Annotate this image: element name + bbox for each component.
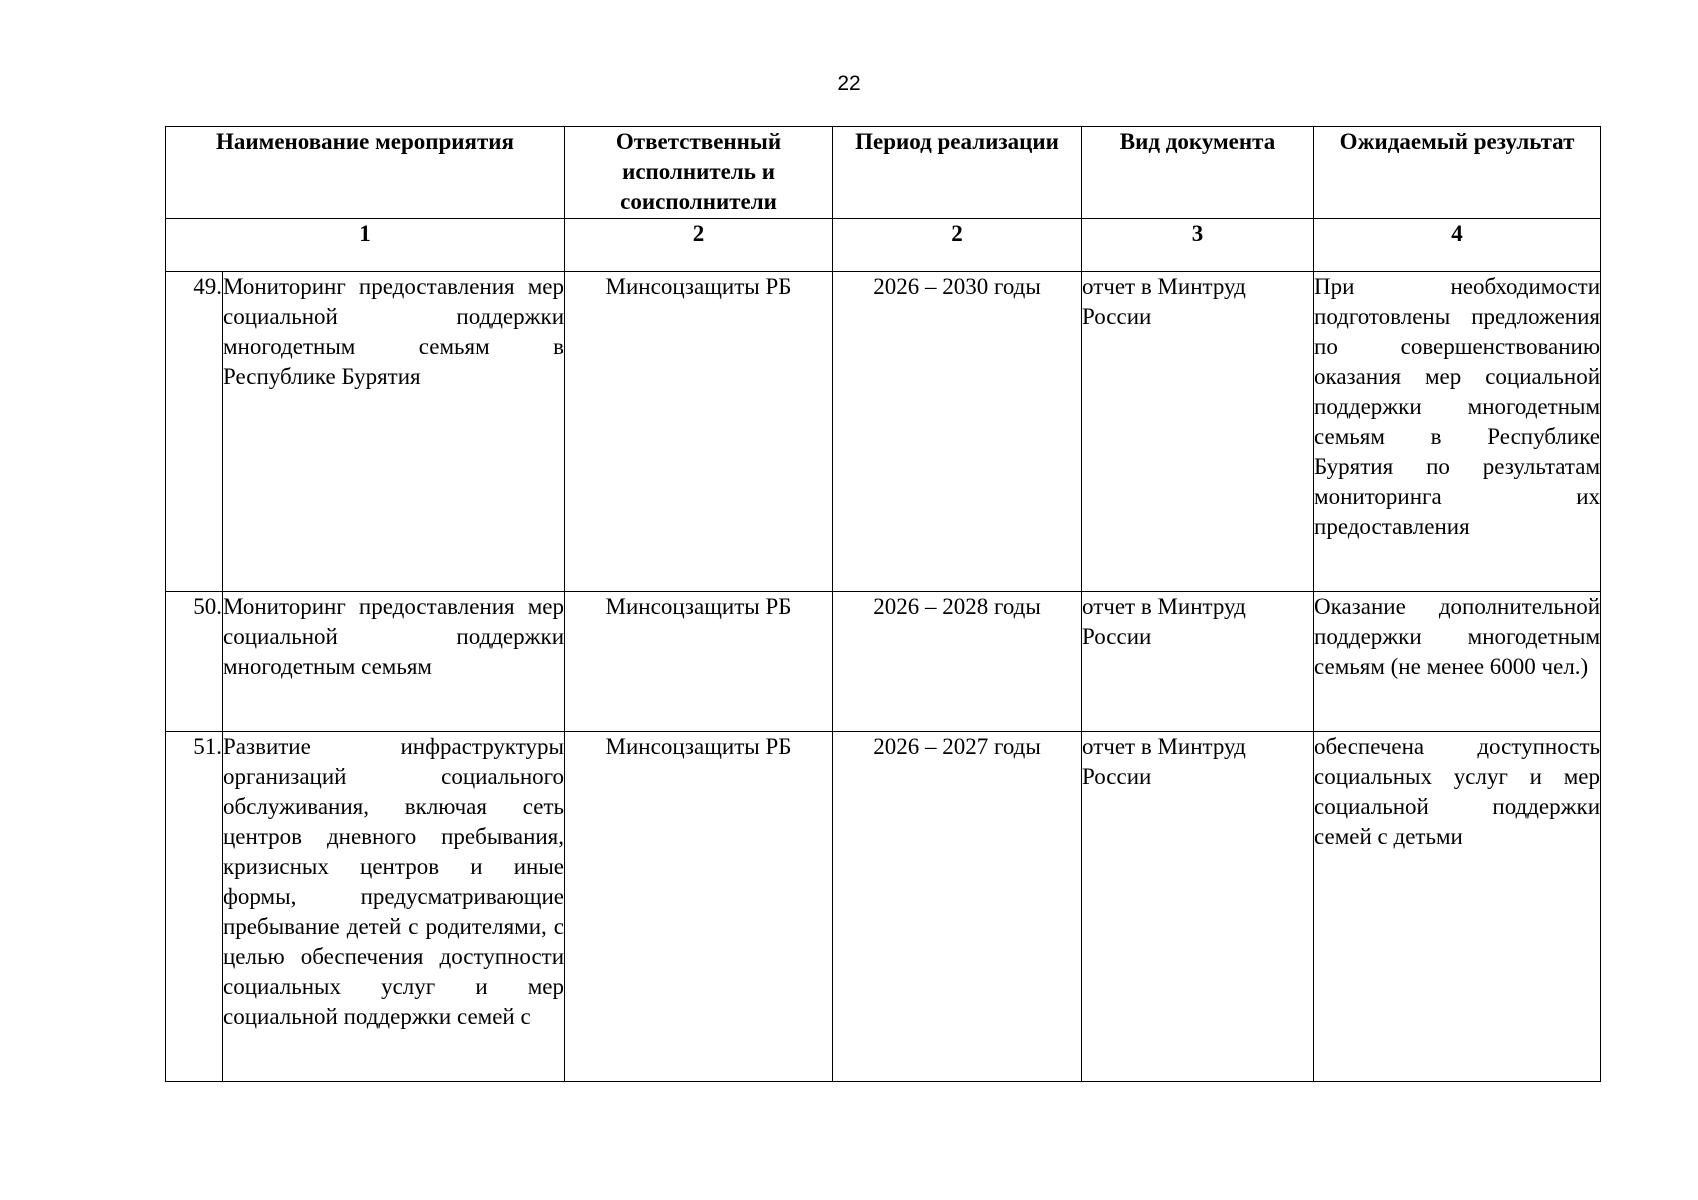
- document-type: отчет в Минтруд России: [1082, 272, 1314, 592]
- column-number: 1: [166, 219, 565, 272]
- measure-name: Мониторинг предоставления мер социальной поддержки многодетным семьям: [223, 592, 565, 732]
- header-result: Ожидаемый результат: [1314, 127, 1601, 219]
- expected-result: Оказание дополнительной поддержки многодетным семьям (не менее 6000 чел.): [1314, 592, 1601, 732]
- measure-name: Мониторинг предоставления мер социальной поддержки многодетным семьям в Республике Бурятия: [223, 272, 565, 592]
- header-executor: Ответственный исполнитель и соисполнители: [565, 127, 833, 219]
- header-doc-type: Вид документа: [1082, 127, 1314, 219]
- header-name: Наименование мероприятия: [166, 127, 565, 219]
- table-row: [166, 592, 1601, 732]
- header-row: [166, 127, 1601, 219]
- column-number: 2: [833, 219, 1082, 272]
- expected-result: При необходимости подготовлены предложения по совершенствованию оказания мер социальной поддержки многодетным семьям в Республике Бурятия по результатам мониторинга их предоставления: [1314, 272, 1601, 592]
- column-number: 4: [1314, 219, 1601, 272]
- measures-table: [165, 126, 1601, 1082]
- executor: Минсоцзащиты РБ: [565, 732, 833, 1082]
- column-number: 3: [1082, 219, 1314, 272]
- table-row: [166, 732, 1601, 1082]
- row-number: 49.: [166, 272, 223, 592]
- period: 2026 – 2027 годы: [833, 732, 1082, 1082]
- column-number-row: [166, 219, 1601, 272]
- executor: Минсоцзащиты РБ: [565, 272, 833, 592]
- period: 2026 – 2028 годы: [833, 592, 1082, 732]
- document-type: отчет в Минтруд России: [1082, 732, 1314, 1082]
- period: 2026 – 2030 годы: [833, 272, 1082, 592]
- document-type: отчет в Минтруд России: [1082, 592, 1314, 732]
- table-row: [166, 272, 1601, 592]
- row-number: 50.: [166, 592, 223, 732]
- column-number: 2: [565, 219, 833, 272]
- measure-name: Развитие инфраструктуры организаций социального обслуживания, включая сеть центров дневного пребывания, кризисных центров и иные формы, предусматривающие пребывание детей с родителями, с целью обеспечения доступности социальных услуг и мер социальной поддержки семей с: [223, 732, 565, 1082]
- header-period: Период реализации: [833, 127, 1082, 219]
- row-number: 51.: [166, 732, 223, 1082]
- executor: Минсоцзащиты РБ: [565, 592, 833, 732]
- page-number: 22: [837, 72, 861, 95]
- expected-result: обеспечена доступность социальных услуг и мер социальной поддержки семей с детьми: [1314, 732, 1601, 1082]
